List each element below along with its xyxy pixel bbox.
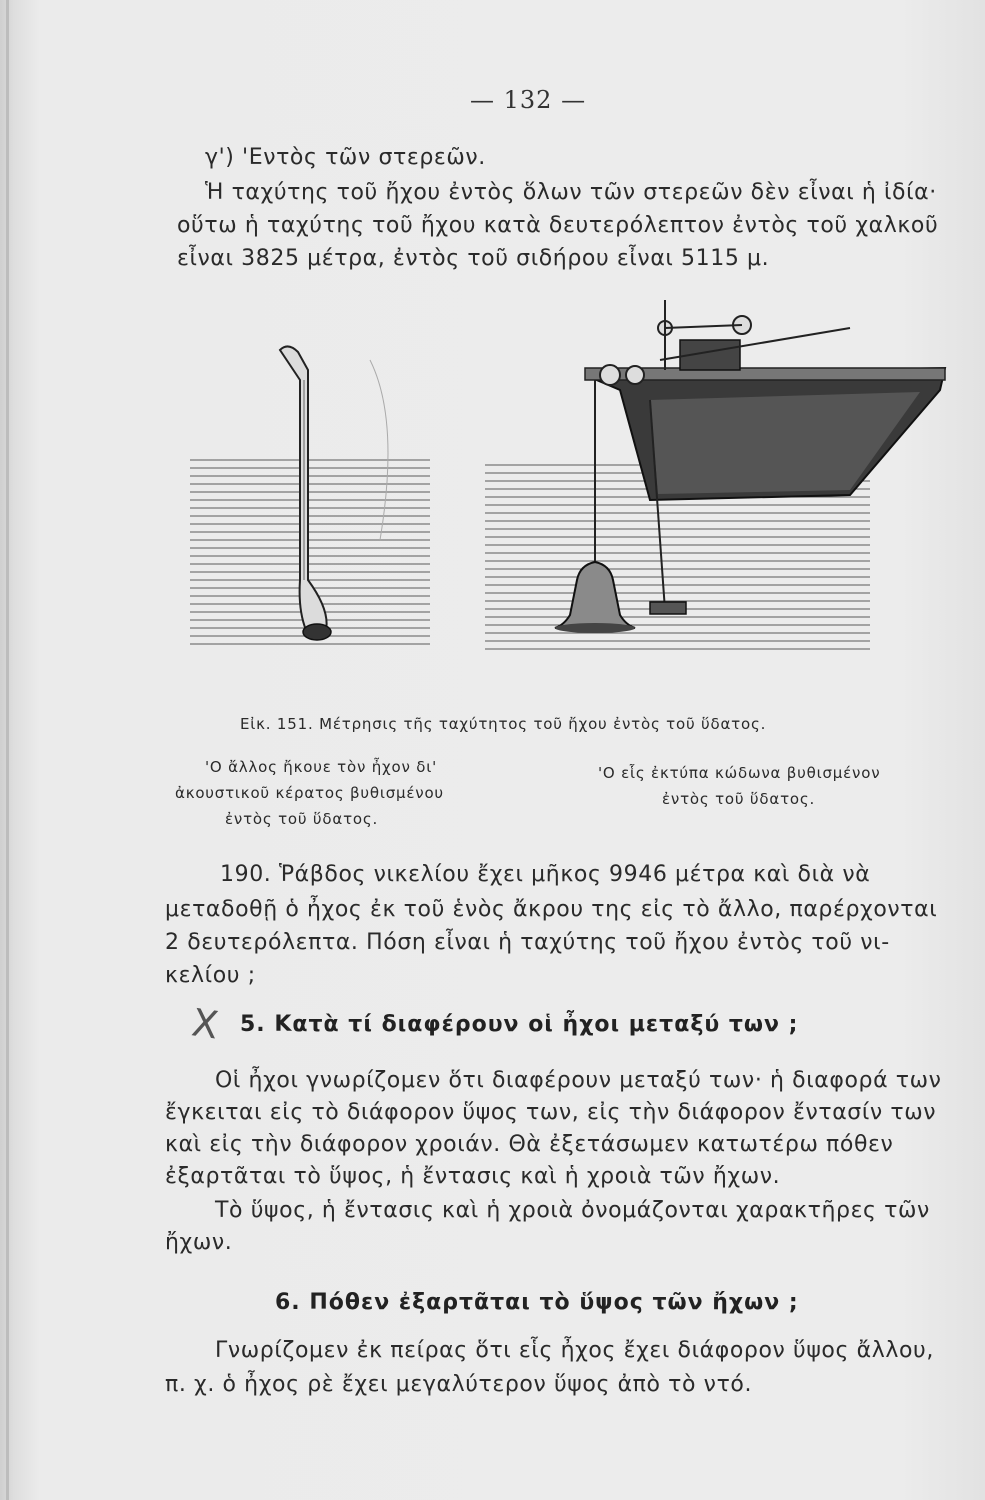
problem-190-line-3: 2 δευτερόλεπτα. Πόση εἶναι ἡ ταχύτης τοῦ ἤχου ἐντὸς τοῦ νι-: [165, 930, 890, 955]
section-g-title: γ') 'Εντὸς τῶν στερεῶν.: [205, 145, 486, 170]
section-5-line-5: Τὸ ὕψος, ἡ ἔντασις καὶ ἡ χροιὰ ὀνομάζονται χαρακτῆρες τῶν: [215, 1198, 930, 1223]
section-5-line-1: Οἱ ἦχοι γνωρίζομεν ὅτι διαφέρουν μεταξύ των· ἡ διαφορά των: [215, 1068, 942, 1093]
boat-icon: [585, 300, 945, 500]
left-caption-line-2: ἀκουστικοῦ κέρατος βυθισμένου: [175, 784, 444, 802]
section-6-line-2: π. χ. ὁ ἦχος ρὲ ἔχει μεγαλύτερον ὕψος ἀπὸ τὸ ντό.: [165, 1372, 753, 1397]
right-caption-line-1: 'Ο εἷς ἐκτύπα κώδωνα βυθισμένον: [598, 764, 881, 782]
section-g-line-1: Ἡ ταχύτης τοῦ ἤχου ἐντὸς ὅλων τῶν στερεῶν δὲν εἶναι ἡ ἰδία·: [205, 180, 937, 205]
section-5-line-2: ἔγκειται εἰς τὸ διάφορον ὕψος των, εἰς τὴν διάφορον ἔντασίν των: [165, 1100, 937, 1125]
problem-190-line-2: μεταδοθῇ ὁ ἦχος ἐκ τοῦ ἑνὸς ἄκρου της εἰς τὸ ἄλλο, παρέρχονται: [165, 897, 938, 922]
left-caption-line-1: 'Ο ἄλλος ἤκουε τὸν ἦχον δι': [205, 758, 437, 776]
section-5-line-4: ἐξαρτᾶται τὸ ὕψος, ἡ ἔντασις καὶ ἡ χροιὰ τῶν ἤχων.: [165, 1164, 781, 1189]
section-6-line-1: Γνωρίζομεν ἐκ πείρας ὅτι εἷς ἦχος ἔχει διάφορον ὕψος ἄλλου,: [215, 1338, 934, 1363]
page-number: — 132 —: [470, 86, 587, 114]
section-5-line-3: καὶ εἰς τὴν διάφορον χροιάν. Θὰ ἐξετάσωμεν κατωτέρω πόθεν: [165, 1132, 894, 1157]
handwritten-x-mark: X: [189, 1000, 221, 1048]
problem-190-line-4: κελίου ;: [165, 963, 256, 988]
section-5-line-6: ἤχων.: [165, 1230, 233, 1255]
problem-190-line-1: 190. Ῥάβδος νικελίου ἔχει μῆκος 9946 μέτρα καὶ διὰ νὰ: [220, 862, 871, 887]
bell-icon: [555, 562, 635, 633]
figure-151-illustration: [180, 280, 960, 700]
figure-caption: Εἰκ. 151. Μέτρησις τῆς ταχύτητος τοῦ ἤχου ἐντὸς τοῦ ὕδατος.: [240, 715, 767, 733]
section-g-line-3: εἶναι 3825 μέτρα, ἐντὸς τοῦ σιδήρου εἶναι 5115 μ.: [177, 246, 770, 271]
left-caption-line-3: ἐντὸς τοῦ ὕδατος.: [225, 810, 379, 828]
hammer-icon: [650, 602, 686, 614]
right-caption-line-2: ἐντὸς τοῦ ὕδατος.: [662, 790, 816, 808]
page-spine-shadow: [6, 0, 9, 1500]
section-g-line-2: οὕτω ἡ ταχύτης τοῦ ἤχου κατὰ δευτερόλεπτον ἐντὸς τοῦ χαλκοῦ: [177, 213, 939, 238]
section-6-heading: 6. Πόθεν ἐξαρτᾶται τὸ ὕψος τῶν ἤχων ;: [275, 1290, 799, 1315]
section-5-heading: 5. Κατὰ τί διαφέρουν οἱ ἦχοι μεταξύ των ;: [240, 1012, 799, 1037]
